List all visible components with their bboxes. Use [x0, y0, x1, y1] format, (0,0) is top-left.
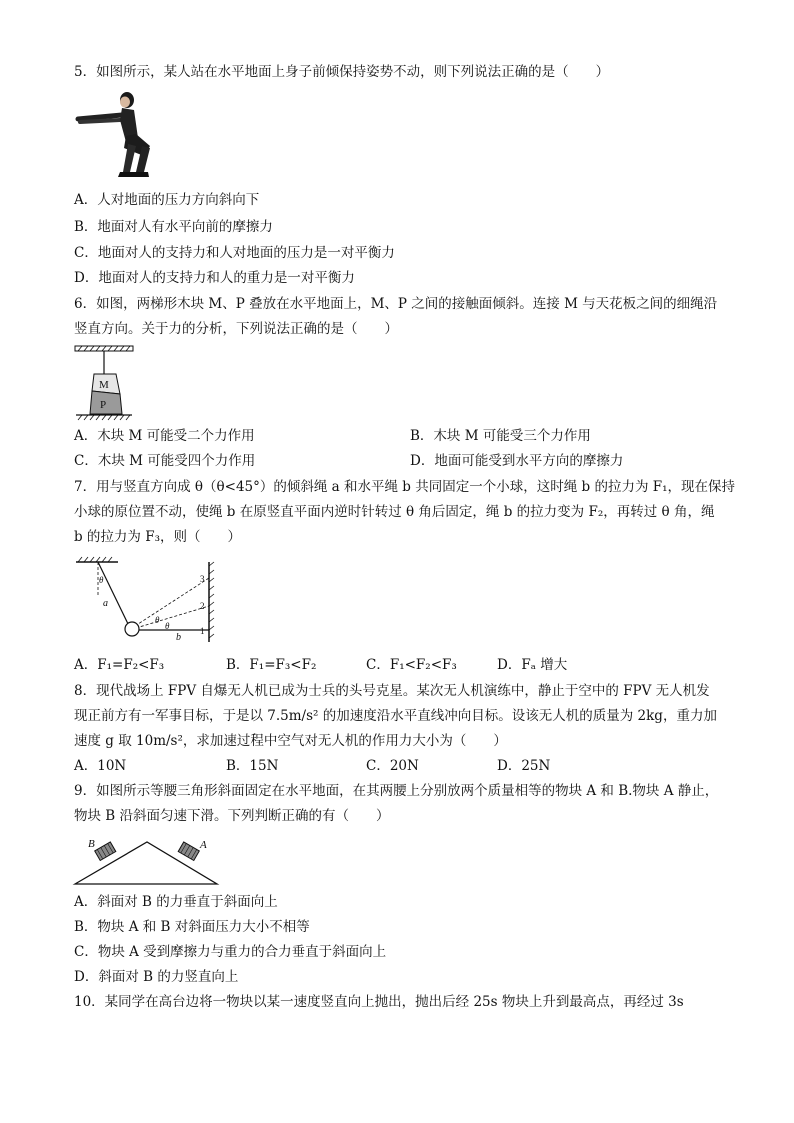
q8-option-a: A．10N [74, 758, 127, 774]
q8-option-b: B．15N [226, 758, 279, 774]
q7-figure-ball-ropes [72, 556, 222, 646]
q9-option-d: D．斜面对 B 的力竖直向上 [74, 969, 239, 985]
q9-label-a: A [200, 839, 207, 851]
q6-option-b: B．木块 M 可能受三个力作用 [410, 428, 591, 444]
q7-label-1: 1 [200, 626, 205, 636]
q9-stem-line1: 9．如图所示等腰三角形斜面固定在水平地面，在其两腰上分别放两个质量相等的物块 A 和 B.物块 A 静止， [74, 783, 719, 799]
q7-option-b: B．F₁=F₃<F₂ [226, 657, 317, 673]
q7-label-theta-1: θ [155, 615, 160, 625]
q5-stem: 5．如图所示，某人站在水平地面上身子前倾保持姿势不动，则下列说法正确的是（ ） [74, 64, 610, 80]
q7-label-theta-2: θ [165, 621, 170, 631]
q8-option-d: D．25N [497, 758, 551, 774]
q9-option-a: A．斜面对 B 的力垂直于斜面向上 [74, 894, 278, 910]
q6-stem-line2: 竖直方向。关于力的分析，下列说法正确的是（ ） [74, 321, 398, 337]
q7-option-d: D．Fₐ 增大 [497, 657, 568, 673]
q9-option-c: C．物块 A 受到摩擦力与重力的合力垂直于斜面向上 [74, 944, 387, 960]
q8-stem-line2: 现正前方有一军事目标，于是以 7.5m/s² 的加速度沿水平直线冲向目标。设该无人机的质量为 2kg，重力加 [74, 708, 717, 724]
q6-option-a: A．木块 M 可能受二个力作用 [74, 428, 255, 444]
q7-label-b: b [176, 632, 181, 643]
q5-option-d: D．地面对人的支持力和人的重力是一对平衡力 [74, 270, 355, 286]
q6-figure-stacked-blocks [72, 344, 136, 422]
q7-option-c: C．F₁<F₂<F₃ [366, 657, 457, 673]
q6-option-d: D．地面可能受到水平方向的摩擦力 [410, 453, 624, 469]
q7-label-3: 3 [200, 574, 205, 584]
q8-stem-line3: 速度 g 取 10m/s²，求加速过程中空气对无人机的作用力大小为（ ） [74, 733, 507, 749]
q5-option-b: B．地面对人有水平向前的摩擦力 [74, 219, 273, 235]
q7-label-theta-top: θ [99, 575, 104, 585]
q7-stem-line1: 7．用与竖直方向成 θ（θ<45°）的倾斜绳 a 和水平绳 b 共同固定一个小球，这时绳 b 的拉力为 F₁，现在保持 [74, 479, 736, 495]
q7-label-a: a [103, 598, 108, 609]
q10-stem-line1: 10．某同学在高台边将一物块以某一速度竖直向上抛出，抛出后经 25s 物块上升到最高点，再经过 3s [74, 994, 684, 1010]
q6-label-m: M [99, 379, 109, 391]
q7-option-a: A．F₁=F₂<F₃ [74, 657, 165, 673]
q9-stem-line2: 物块 B 沿斜面匀速下滑。下列判断正确的有（ ） [74, 808, 390, 824]
q7-stem-line2: 小球的原位置不动，使绳 b 在原竖直平面内逆时针转过 θ 角后固定，绳 b 的拉力变为 F₂，再转过 θ 角，绳 [74, 504, 715, 520]
q9-label-b: B [88, 838, 95, 850]
q8-stem-line1: 8．现代战场上 FPV 自爆无人机已成为士兵的头号克星。某次无人机演练中，静止于空中的 FPV 无人机发 [74, 683, 710, 699]
q6-stem-line1: 6．如图，两梯形木块 M、P 叠放在水平地面上，M、P 之间的接触面倾斜。连接 M 与天花板之间的细绳沿 [74, 296, 718, 312]
q9-option-b: B．物块 A 和 B 对斜面压力大小不相等 [74, 919, 310, 935]
q7-label-2: 2 [200, 601, 205, 611]
q6-option-c: C．木块 M 可能受四个力作用 [74, 453, 256, 469]
q5-option-a: A．人对地面的压力方向斜向下 [74, 192, 260, 208]
q5-figure-squatting-person [70, 86, 170, 186]
q9-figure-isosceles-incline [72, 832, 222, 888]
q5-option-c: C．地面对人的支持力和人对地面的压力是一对平衡力 [74, 245, 395, 261]
q7-stem-line3: b 的拉力为 F₃，则（ ） [74, 529, 242, 545]
q8-option-c: C．20N [366, 758, 419, 774]
q6-label-p: P [100, 399, 107, 411]
